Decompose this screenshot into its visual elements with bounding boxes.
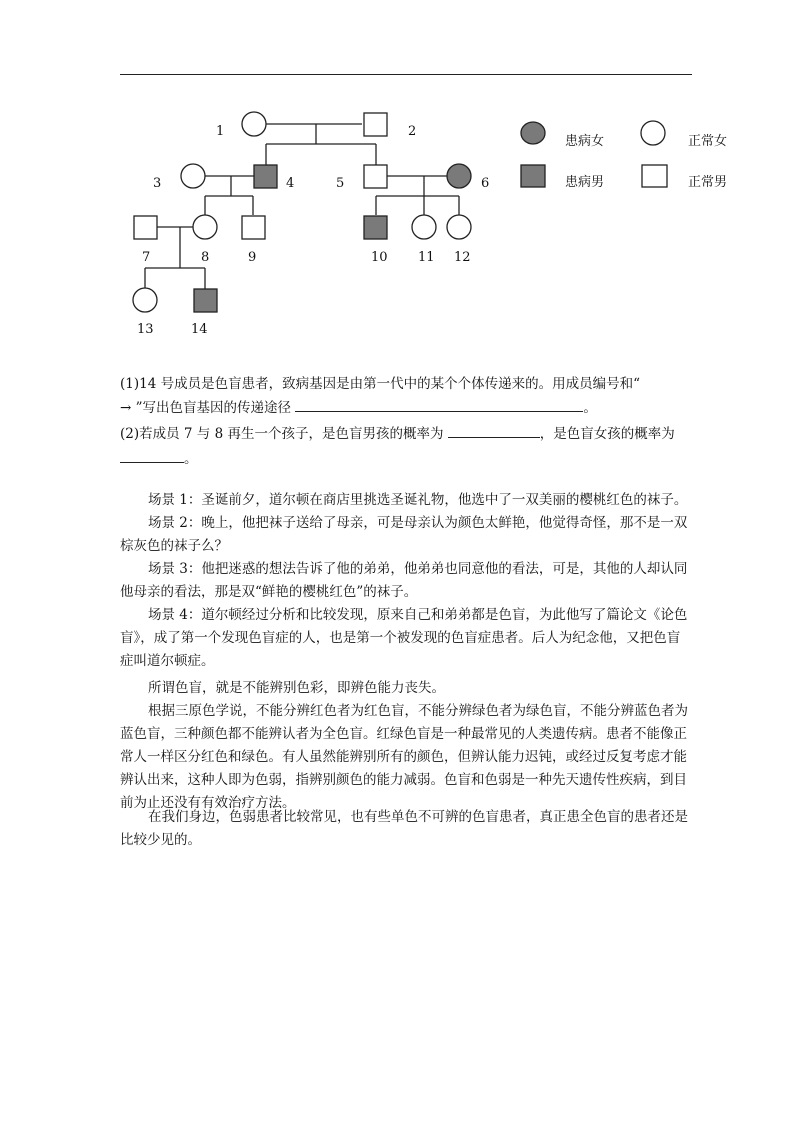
question-2-line-2: [120, 447, 198, 471]
question-1-prompt: ”写出色盲基因的传递途径: [135, 400, 292, 416]
answer-blank-2[interactable]: [448, 423, 540, 438]
label-4: 4: [286, 176, 295, 191]
label-8: 8: [201, 250, 210, 265]
individual-6-affected-female: [447, 164, 471, 188]
question-1-line-2: [120, 396, 597, 420]
label-11: 11: [418, 250, 435, 265]
individual-14-affected-male: [194, 289, 217, 312]
label-3: 3: [153, 176, 162, 191]
story-paragraph-1: 场景 1：圣诞前夕，道尔顿在商店里挑选圣诞礼物，他选中了一双美丽的樱桃红色的袜子。: [148, 492, 688, 508]
question-2-text: (2)若成员 7 与 8 再生一个孩子，是色盲男孩的概率为: [120, 426, 444, 442]
legend-normal-female-symbol: [641, 121, 665, 145]
label-12: 12: [454, 250, 471, 265]
label-14: 14: [191, 322, 208, 337]
individual-5-normal-male: [364, 165, 387, 188]
answer-blank-1[interactable]: [295, 397, 583, 412]
question-1-end: 。: [583, 400, 597, 416]
individual-2-normal-male: [364, 113, 387, 136]
label-1: 1: [216, 124, 225, 139]
individual-10-affected-male: [364, 216, 387, 239]
legend-normal-male-symbol: [642, 165, 667, 187]
legend-normal-female-label: 正常女: [688, 134, 728, 149]
individual-12-normal-female: [447, 215, 471, 239]
individual-9-normal-male: [242, 216, 265, 239]
individual-11-normal-female: [412, 215, 436, 239]
legend-affected-female-symbol: [521, 122, 545, 144]
individual-4-affected-male: [254, 165, 277, 188]
story-paragraph-3: 场景 3：他把迷惑的想法告诉了他的弟弟，他弟弟也同意他的看法，可是，其他的人却认同他母亲的看法，那是双“鲜艳的樱桃红色”的袜子。: [120, 561, 688, 600]
legend-affected-male-symbol: [521, 165, 545, 187]
pedigree-chart: [0, 0, 800, 360]
individual-1-normal-female: [242, 112, 266, 136]
story-paragraph-2: 场景 2：晚上，他把袜子送给了母亲，可是母亲认为颜色太鲜艳，他觉得奇怪，那不是一双棕灰色的袜子么？: [120, 515, 688, 554]
label-13: 13: [137, 322, 154, 337]
legend-affected-male-label: 患病男: [565, 175, 605, 190]
individual-8-normal-female: [193, 215, 217, 239]
individual-13-normal-female: [133, 288, 157, 312]
label-7: 7: [142, 250, 151, 265]
arrow-symbol: →: [120, 400, 132, 416]
info-paragraph-3: 在我们身边，色弱患者比较常见，也有些单色不可辨的色盲患者，真正患全色盲的患者还是比较少见的。: [120, 809, 688, 848]
question-2-end: 。: [184, 451, 198, 467]
label-9: 9: [248, 250, 257, 265]
question-2-line-1: [120, 422, 675, 446]
question-1-text: (1)14 号成员是色盲患者，致病基因是由第一代中的某个个体传递来的。用成员编号和“: [120, 376, 640, 392]
label-5: 5: [336, 176, 345, 191]
answer-blank-3[interactable]: [120, 448, 184, 463]
label-6: 6: [481, 176, 490, 191]
info-paragraph-2: 根据三原色学说，不能分辨红色者为红色盲，不能分辨绿色者为绿色盲，不能分辨蓝色者为蓝色盲，三种颜色都不能辨认者为全色盲。红绿色盲是一种最常见的人类遗传病。患者不能像正常人一样区分红色和绿色。有人虽然能辨别所有的颜色，但辨认能力迟钝，或经过反复考虑才能辨认出来，这种人即为色弱，指辨别颜色的能力减弱。色盲和色弱是一种先天遗传性疾病，到目前为止还没有有效治疗方法。: [120, 703, 688, 811]
individual-7-normal-male: [134, 216, 157, 239]
label-10: 10: [371, 250, 388, 265]
individual-3-normal-female: [181, 164, 205, 188]
story-paragraph-4: 场景 4：道尔顿经过分析和比较发现，原来自己和弟弟都是色盲，为此他写了篇论文《论色盲》，成了第一个发现色盲症的人，也是第一个被发现的色盲症患者。后人为纪念他，又把色盲症叫道尔顿症。: [120, 607, 688, 669]
question-1-line-1: [120, 372, 640, 396]
label-2: 2: [408, 124, 417, 139]
legend-affected-female-label: 患病女: [565, 134, 605, 149]
legend-normal-male-label: 正常男: [688, 175, 728, 190]
info-paragraph-1: 所谓色盲，就是不能辨别色彩，即辨色能力丧失。: [148, 680, 445, 696]
question-2-mid: ，是色盲女孩的概率为: [539, 426, 675, 442]
